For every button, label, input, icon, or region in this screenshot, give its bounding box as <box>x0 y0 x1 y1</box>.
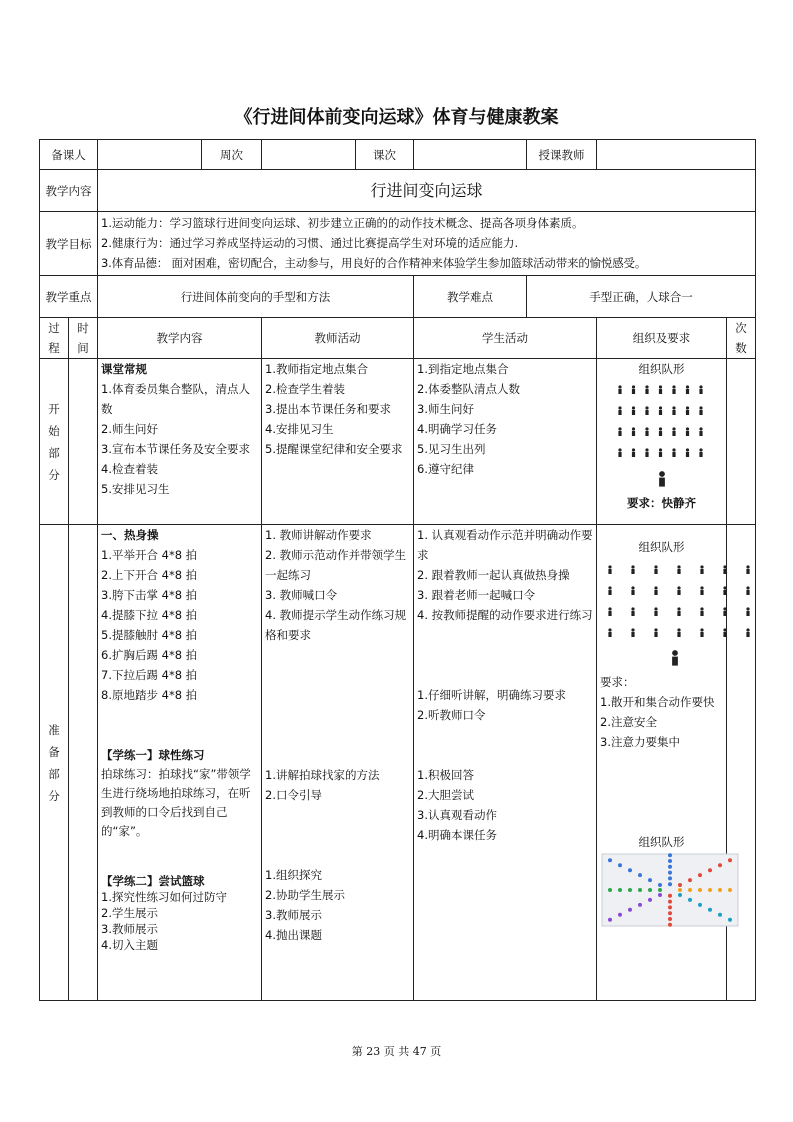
student-dot <box>708 888 712 892</box>
section-start-org: 组织队形 要求：快静齐 <box>597 359 727 525</box>
section-prep-content: 一、热身操 1.平举开合 4*8 拍 2.上下开合 4*8 拍 3.胯下击掌 4*8 拍 4.提膝下拉 4*8 拍 5.提膝触肘 4*8 拍 6.扩胸后踢 4*8 拍 7.下拉后踢 4*8 拍 8.原地踏步 4*8 拍 【学练一】球性练习 拍球练习：拍球找“家”带领学生进行绕场地拍球练习，在听到教师的口令后找到自己的“家”。 【学练二】尝试篮球 1.探究性练习如何过防守 2.学生展示 3.教师展示 4.切入主题 <box>98 525 262 1001</box>
section-start-content: 课堂常规 1.体育委员集合整队，清点人数 2.师生问好 3.宣布本节课任务及安全要求 4.检查着装 5.安排见习生 <box>98 359 262 525</box>
student-dot <box>718 863 722 867</box>
student-dot <box>638 888 642 892</box>
week-value <box>262 140 356 170</box>
student-dot <box>608 858 612 862</box>
goal-item: 2.健康行为：通过学习养成坚持运动的习惯、通过比赛提高学生对环境的适应能力. <box>101 236 519 250</box>
section-start-label: 开 始 部 分 <box>40 359 69 525</box>
person-icon <box>608 565 611 574</box>
section-start-student: 1.到指定地点集合 2.体委整队清点人数 3.师生问好 4.明确学习任务 5.见习生出列 6.遵守纪律 <box>414 359 597 525</box>
student-dot <box>668 876 672 880</box>
student-dot <box>668 853 672 857</box>
student-dot <box>628 908 632 912</box>
person-icon <box>645 406 648 415</box>
person-icon <box>645 385 648 394</box>
person-icon <box>723 565 726 574</box>
difficulty-label: 教学难点 <box>414 276 527 318</box>
student-dot <box>618 888 622 892</box>
person-icon <box>699 448 702 457</box>
col-org: 组织及要求 <box>597 318 727 359</box>
section-prep-time <box>69 525 98 1001</box>
person-icon <box>699 406 702 415</box>
person-icon <box>672 406 675 415</box>
student-dot <box>708 868 712 872</box>
student-dot <box>618 913 622 917</box>
student-dot <box>668 923 672 927</box>
student-dot <box>608 918 612 922</box>
col-student: 学生活动 <box>414 318 597 359</box>
person-icon <box>631 406 634 415</box>
person-icon <box>700 628 703 637</box>
goals-label: 教学目标 <box>40 212 98 276</box>
col-process: 过程 <box>40 318 69 359</box>
student-dot <box>618 863 622 867</box>
student-dot <box>698 903 702 907</box>
student-dot <box>668 865 672 869</box>
person-icon <box>746 586 749 595</box>
person-icon <box>608 607 611 616</box>
person-icon <box>618 427 621 436</box>
student-dot <box>718 913 722 917</box>
student-dot <box>698 873 702 877</box>
person-icon <box>700 586 703 595</box>
student-dot <box>628 888 632 892</box>
person-icon <box>608 586 611 595</box>
person-icon <box>654 565 657 574</box>
student-dot <box>668 894 672 898</box>
person-icon <box>631 586 634 595</box>
section-start-time <box>69 359 98 525</box>
person-icon <box>658 448 661 457</box>
student-dot <box>718 888 722 892</box>
person-icon <box>685 406 688 415</box>
section-start-count <box>727 359 756 525</box>
person-icon <box>723 586 726 595</box>
student-dot <box>658 883 662 887</box>
goals-list <box>98 212 756 276</box>
student-dot <box>648 888 652 892</box>
key-points-label: 教学重点 <box>40 276 98 318</box>
person-icon <box>631 607 634 616</box>
person-icon <box>723 607 726 616</box>
person-icon <box>677 586 680 595</box>
student-dot <box>668 882 672 886</box>
person-icon <box>746 628 749 637</box>
section-prep-teacher: 1. 教师讲解动作要求 2. 教师示范动作并带领学生一起练习 3. 教师喊口令 4. 教师提示学生动作练习规格和要求 1.讲解拍球找家的方法 2.口令引导 1.组织探究 2.协助学生展示 3.教师展示 4.抛出课题 <box>262 525 414 1001</box>
section-start-teacher: 1.教师指定地点集合 2.检查学生着装 3.提出本节课任务和要求 4.安排见习生 5.提醒课堂纪律和安全要求 <box>262 359 414 525</box>
person-icon <box>631 427 634 436</box>
person-icon <box>699 385 702 394</box>
student-dot <box>688 898 692 902</box>
student-dot <box>678 883 682 887</box>
difficulty-value: 手型正确，人球合一 <box>527 276 756 318</box>
teacher-value <box>597 140 756 170</box>
person-icon <box>685 448 688 457</box>
student-dot <box>638 873 642 877</box>
student-dot <box>658 888 662 892</box>
page-number: 第 23 页 共 47 页 <box>351 1045 442 1058</box>
student-dot <box>728 918 732 922</box>
student-dot <box>698 888 702 892</box>
student-dot <box>728 858 732 862</box>
col-teacher: 教师活动 <box>262 318 414 359</box>
person-icon <box>631 448 634 457</box>
student-dot <box>678 888 682 892</box>
person-icon <box>672 427 675 436</box>
student-dot <box>648 898 652 902</box>
student-dot <box>608 888 612 892</box>
student-dot <box>668 859 672 863</box>
person-icon <box>723 628 726 637</box>
col-content: 教学内容 <box>98 318 262 359</box>
student-dot <box>668 917 672 921</box>
lesson-no-label: 课次 <box>356 140 414 170</box>
goal-item: 3.体育品德： 面对困难，密切配合，主动参与，用良好的合作精神来体验学生参加篮球活动带来的愉悦感受。 <box>101 256 647 270</box>
person-icon <box>677 565 680 574</box>
person-icon <box>658 406 661 415</box>
student-dot <box>668 905 672 909</box>
week-label: 周次 <box>202 140 262 170</box>
person-icon <box>699 427 702 436</box>
person-icon <box>658 385 661 394</box>
student-dot <box>648 878 652 882</box>
col-time: 时间 <box>69 318 98 359</box>
student-dot <box>628 868 632 872</box>
student-dot <box>678 893 682 897</box>
person-icon <box>645 427 648 436</box>
student-dot <box>688 878 692 882</box>
section-prep-label: 准 备 部 分 <box>40 525 69 1001</box>
document-title: 《行进间体前变向运球》体育与健康教案 <box>234 107 559 128</box>
student-dot <box>658 893 662 897</box>
person-icon <box>700 607 703 616</box>
person-icon <box>654 607 657 616</box>
person-icon <box>618 385 621 394</box>
person-icon <box>700 565 703 574</box>
person-icon <box>631 385 634 394</box>
section-prep-count <box>727 525 756 1001</box>
student-dot <box>638 903 642 907</box>
person-icon <box>672 385 675 394</box>
student-dot <box>688 888 692 892</box>
preparer-label: 备课人 <box>40 140 98 170</box>
person-icon <box>677 607 680 616</box>
student-dot <box>668 911 672 915</box>
person-icon <box>654 586 657 595</box>
content-value: 行进间变向运球 <box>98 170 756 212</box>
person-icon <box>645 448 648 457</box>
key-points-value: 行进间体前变向的手型和方法 <box>98 276 414 318</box>
content-label: 教学内容 <box>40 170 98 212</box>
court-diagram <box>600 852 740 928</box>
person-icon <box>608 628 611 637</box>
person-icon <box>672 650 678 665</box>
person-icon <box>685 427 688 436</box>
person-icon <box>685 385 688 394</box>
person-icon <box>746 607 749 616</box>
section-prep-student: 1. 认真观看动作示范并明确动作要求 2. 跟着教师一起认真做热身操 3. 跟着老师一起喊口令 4. 按教师提醒的动作要求进行练习 1.仔细听讲解，明确练习要求 2.听教师口令 1.积极回答 2.大胆尝试 3.认真观看动作 4.明确本课任务 <box>414 525 597 1001</box>
student-dot <box>668 871 672 875</box>
formation-diagram-start <box>602 379 722 489</box>
goal-item: 1.运动能力：学习篮球行进间变向运球、初步建立正确的的动作技术概念、提高各项身体素质。 <box>101 216 584 230</box>
person-icon <box>618 406 621 415</box>
lesson-no-value <box>414 140 527 170</box>
student-dot <box>728 888 732 892</box>
person-icon <box>631 628 634 637</box>
col-count: 次数 <box>727 318 756 359</box>
person-icon <box>658 427 661 436</box>
person-icon <box>631 565 634 574</box>
person-icon <box>677 628 680 637</box>
person-icon <box>672 448 675 457</box>
student-dot <box>668 900 672 904</box>
preparer-value <box>98 140 202 170</box>
student-dot <box>708 908 712 912</box>
person-icon <box>659 471 665 486</box>
person-icon <box>746 565 749 574</box>
teacher-label: 授课教师 <box>527 140 597 170</box>
person-icon <box>654 628 657 637</box>
person-icon <box>618 448 621 457</box>
lesson-plan-table <box>39 139 756 1001</box>
section-prep-org: 组织队形 要求： 1.散开和集合动作要快 2.注意安全 3.注意力要集中 组织队形 <box>597 525 727 1001</box>
